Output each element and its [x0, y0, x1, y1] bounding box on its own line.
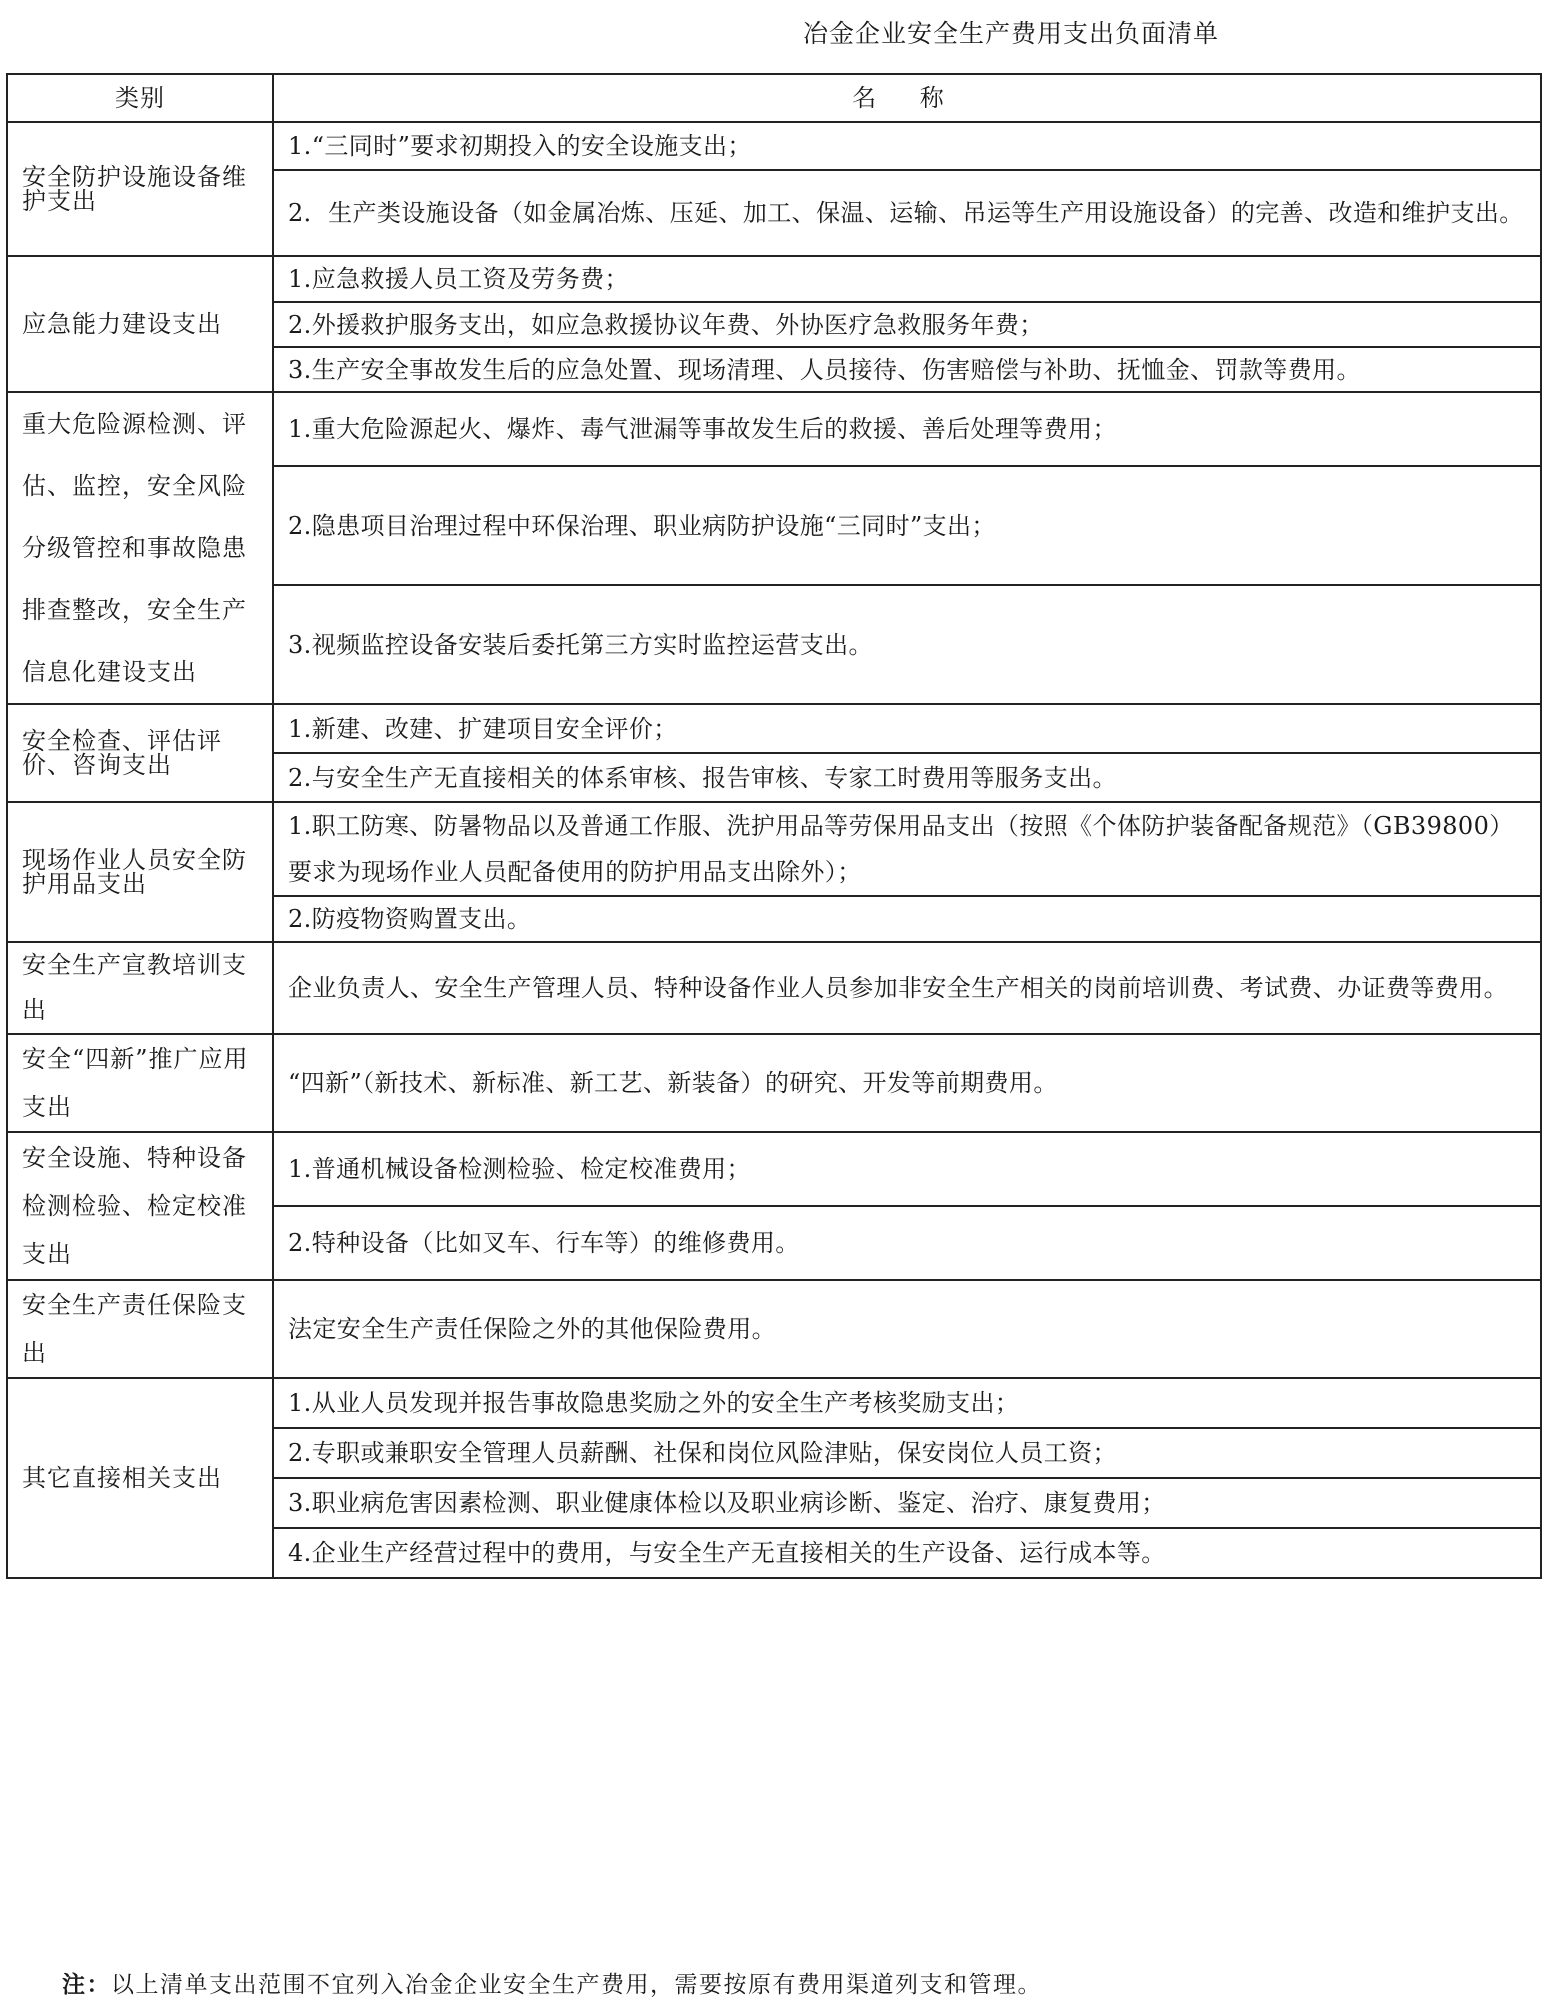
item-cell: “四新”（新技术、新标准、新工艺、新装备）的研究、开发等前期费用。	[273, 1034, 1541, 1132]
footnote	[62, 1966, 1042, 1999]
item-cell: 企业负责人、安全生产管理人员、特种设备作业人员参加非安全生产相关的岗前培训费、考试费、办证费等费用。	[273, 942, 1541, 1034]
category-cell: 安全设施、特种设备检测检验、检定校准支出	[7, 1132, 273, 1280]
category-cell: 安全检查、评估评价、咨询支出	[7, 704, 273, 802]
item-cell: 1.职工防寒、防暑物品以及普通工作服、洗护用品等劳保用品支出（按照《个体防护装备配备规范》（GB39800）要求为现场作业人员配备使用的防护用品支出除外）；	[273, 802, 1541, 896]
document-title-bar	[0, 14, 1546, 50]
item-cell: 2.特种设备（比如叉车、行车等）的维修费用。	[273, 1206, 1541, 1280]
item-cell: 1.重大危险源起火、爆炸、毒气泄漏等事故发生后的救援、善后处理等费用；	[273, 392, 1541, 466]
footnote-label: 注：	[62, 1971, 111, 1998]
item-cell: 2.防疫物资购置支出。	[273, 896, 1541, 942]
table-row	[7, 1280, 1541, 1378]
table-row	[7, 122, 1541, 170]
negative-list-table	[6, 73, 1542, 1579]
item-cell: 3.视频监控设备安装后委托第三方实时监控运营支出。	[273, 585, 1541, 704]
item-cell: 法定安全生产责任保险之外的其他保险费用。	[273, 1280, 1541, 1378]
category-cell: 安全生产责任保险支出	[7, 1280, 273, 1378]
header-category: 类别	[7, 74, 273, 122]
footnote-text: 以上清单支出范围不宜列入冶金企业安全生产费用，需要按原有费用渠道列支和管理。	[111, 1972, 1042, 1998]
category-cell: 现场作业人员安全防护用品支出	[7, 802, 273, 942]
item-cell: 1.普通机械设备检测检验、检定校准费用；	[273, 1132, 1541, 1206]
table-row	[7, 1378, 1541, 1428]
item-cell: 3.生产安全事故发生后的应急处置、现场清理、人员接待、伤害赔偿与补助、抚恤金、罚款等费用。	[273, 347, 1541, 392]
category-cell: 其它直接相关支出	[7, 1378, 273, 1578]
table-row	[7, 1132, 1541, 1206]
category-cell: 安全生产宣教培训支出	[7, 942, 273, 1034]
table-row	[7, 942, 1541, 1034]
item-cell: 2.专职或兼职安全管理人员薪酬、社保和岗位风险津贴，保安岗位人员工资；	[273, 1428, 1541, 1478]
item-cell: 2.与安全生产无直接相关的体系审核、报告审核、专家工时费用等服务支出。	[273, 753, 1541, 802]
category-cell: 安全防护设施设备维护支出	[7, 122, 273, 256]
item-cell: 4.企业生产经营过程中的费用，与安全生产无直接相关的生产设备、运行成本等。	[273, 1528, 1541, 1578]
category-cell: 安全“四新”推广应用支出	[7, 1034, 273, 1132]
table-row	[7, 392, 1541, 466]
item-cell: 1.“三同时”要求初期投入的安全设施支出；	[273, 122, 1541, 170]
document-title: 冶金企业安全生产费用支出负面清单	[802, 19, 1219, 48]
item-cell: 2．生产类设施设备（如金属冶炼、压延、加工、保温、运输、吊运等生产用设施设备）的完善、改造和维护支出。	[273, 170, 1541, 256]
header-name: 名 称	[273, 74, 1541, 122]
item-cell: 3.职业病危害因素检测、职业健康体检以及职业病诊断、鉴定、治疗、康复费用；	[273, 1478, 1541, 1528]
table-row	[7, 704, 1541, 753]
item-cell: 1.从业人员发现并报告事故隐患奖励之外的安全生产考核奖励支出；	[273, 1378, 1541, 1428]
table-row	[7, 256, 1541, 302]
category-cell: 重大危险源检测、评估、监控，安全风险分级管控和事故隐患排查整改，安全生产信息化建设支出	[7, 392, 273, 704]
item-cell: 2.外援救护服务支出，如应急救援协议年费、外协医疗急救服务年费；	[273, 302, 1541, 347]
table-row	[7, 1034, 1541, 1132]
item-cell: 1.新建、改建、扩建项目安全评价；	[273, 704, 1541, 753]
table-row	[7, 802, 1541, 896]
category-cell: 应急能力建设支出	[7, 256, 273, 392]
table-header-row	[7, 74, 1541, 122]
item-cell: 1.应急救援人员工资及劳务费；	[273, 256, 1541, 302]
item-cell: 2.隐患项目治理过程中环保治理、职业病防护设施“三同时”支出；	[273, 466, 1541, 585]
